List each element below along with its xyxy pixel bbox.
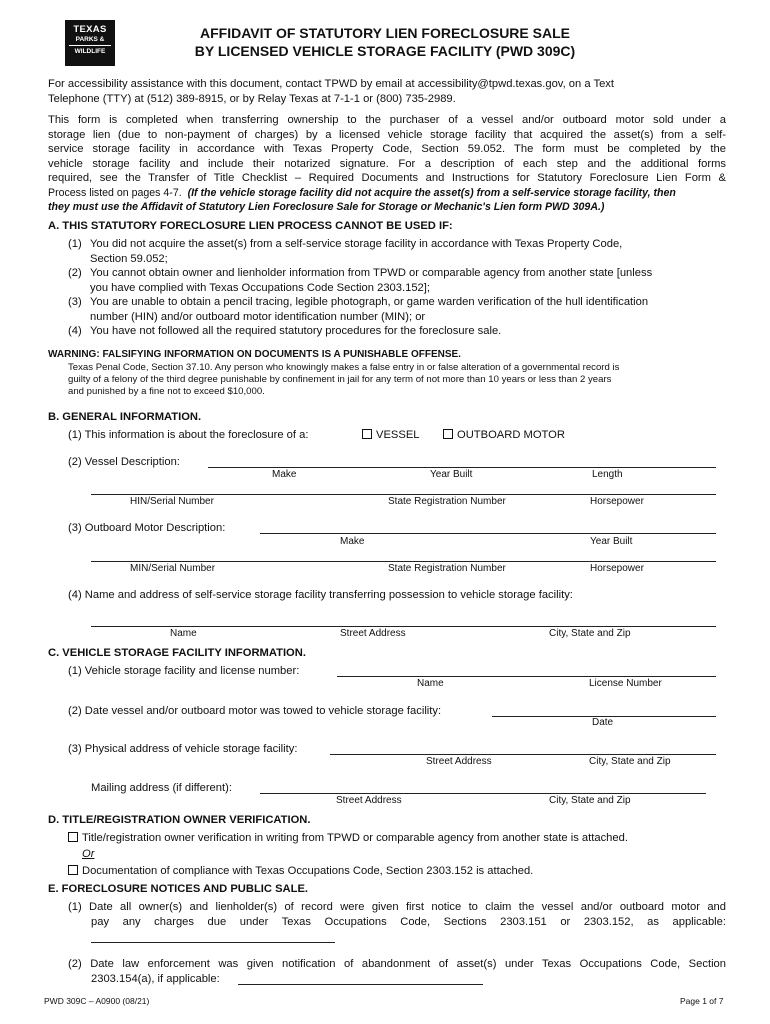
city-label: City, State and Zip [589,756,671,767]
list-item-cont: Section 59.052; [90,252,168,265]
accessibility-line-2: Telephone (TTY) at (512) 389-8915, or by Relay Texas at 7-1-1 or (800) 735-2989. [48,93,456,105]
street-label: Street Address [426,756,492,767]
city-label: City, State and Zip [549,628,631,639]
intro-line: Process listed on pages 4-7. [48,186,182,199]
d-option-2[interactable] [68,864,533,879]
motor-option-label: OUTBOARD MOTOR [457,429,565,441]
vessel-option-label: VESSEL [376,429,420,441]
vessel-option[interactable] [362,428,420,443]
list-number: (2) [68,267,82,279]
hin-label: HIN/Serial Number [130,496,214,507]
license-number-label: License Number [589,678,662,689]
motor-description-field[interactable] [260,533,716,534]
page-number: Page 1 of 7 [680,996,724,1006]
make-label: Make [340,536,365,547]
name-label: Name [170,628,197,639]
list-number: (1) [68,238,82,250]
accessibility-line-1: For accessibility assistance with this document, contact TPWD by email at accessibility@tpwd.texas.gov, on a Text [48,78,614,90]
logo-line-1: TEXAS [73,24,107,35]
intro-line: service storage facility in accordance with Texas Property Code, Section 59.052. The form must be completed by the [48,143,726,155]
name-label: Name [417,678,444,689]
intro-note: they must use the Affidavit of Statutory Lien Foreclosure Sale for Storage or Mechanic's Lien form PWD 309A.) [48,201,605,213]
make-label: Make [272,469,297,480]
warning-heading: WARNING: FALSIFYING INFORMATION ON DOCUMENTS IS A PUNISHABLE OFFENSE. [48,349,461,360]
state-reg-label: State Registration Number [388,496,506,507]
min-label: MIN/Serial Number [130,563,216,574]
checkbox-compliance-documentation[interactable] [68,865,78,875]
warning-text [68,362,728,398]
section-e-heading: E. FORECLOSURE NOTICES AND PUBLIC SALE. [48,883,309,895]
or-label: Or [82,848,95,860]
street-label: Street Address [340,628,406,639]
d-option-2-label: Documentation of compliance with Texas Occupations Code, Section 2303.152 is attached. [82,865,534,877]
law-enforcement-date-field[interactable] [238,984,483,985]
intro-paragraph [48,113,726,215]
intro-line: vehicle storage facility and include their notarized signature. For a description of each step and the additional forms [48,157,726,170]
c-q1-label: (1) Vehicle storage facility and license number: [68,665,300,677]
city-label: City, State and Zip [549,795,631,806]
length-label: Length [592,469,623,480]
list-item: You cannot obtain owner and lienholder information from TPWD or comparable agency from another state [unless [90,267,653,279]
list-item-cont: number (HIN) and/or outboard motor identification number (MIN); or [90,310,426,323]
mailing-address-label: Mailing address (if different): [91,782,232,794]
form-id: PWD 309C – A0900 (08/21) [44,996,150,1006]
section-a-heading: A. THIS STATUTORY FORECLOSURE LIEN PROCESS CANNOT BE USED IF: [48,220,453,232]
logo-line-3: WILDLIFE [69,45,111,56]
checkbox-outboard-motor[interactable] [443,429,453,439]
intro-line: storage lien (due to non-payment of charges) by a licensed vehicle storage facility that acquired the asset(s) from a self- [48,128,726,141]
list-item: You have not followed all the required statutory procedures for the foreclosure sale. [90,325,502,337]
e-q2-line-1: (2) Date law enforcement was given notification of abandonment of asset(s) under Texas Occupations Code, Section [68,958,726,970]
list-number: (3) [68,296,82,308]
b-q3-label: (3) Outboard Motor Description: [68,522,226,534]
motor-min-field[interactable] [91,561,716,562]
street-label: Street Address [336,795,402,806]
e-q2-line-2: 2303.154(a), if applicable: [91,973,220,985]
d-option-1[interactable] [68,831,628,846]
b-q2-label: (2) Vessel Description: [68,456,180,468]
horsepower-label: Horsepower [590,496,644,507]
self-storage-name-address-field[interactable] [91,626,716,627]
horsepower-label: Horsepower [590,563,644,574]
d-option-1-label: Title/registration owner verification in writing from TPWD or comparable agency from another state is attached. [82,832,628,844]
e-q1-line-1: (1) Date all owner(s) and lienholder(s) of record were given first notice to claim the vessel and/or outboard motor and [68,901,726,913]
year-built-label: Year Built [430,469,473,480]
c-q2-label: (2) Date vessel and/or outboard motor was towed to vehicle storage facility: [68,705,442,717]
physical-address-field[interactable] [330,754,716,755]
state-reg-label: State Registration Number [388,563,506,574]
b-q4-label: (4) Name and address of self-service storage facility transferring possession to vehicle storage facility: [68,589,573,601]
list-item: You did not acquire the asset(s) from a self-service storage facility in accordance with Texas Property Code, [90,238,623,250]
warning-line: and punished by a fine not to exceed $10,000. [68,386,265,397]
vessel-hin-field[interactable] [91,494,716,495]
section-b-heading: B. GENERAL INFORMATION. [48,411,202,423]
logo-line-2: PARKS & [75,36,105,43]
intro-line: This form is completed when transferring ownership to the purchaser of a vessel and/or outboard motor sold under a [48,114,726,126]
list-number: (4) [68,325,82,337]
year-built-label: Year Built [590,536,633,547]
list-item-cont: you have complied with Texas Occupations Code Section 2303.152]; [90,281,430,294]
checkbox-owner-verification[interactable] [68,832,78,842]
warning-line: guilty of a felony of the third degree punishable by confinement in jail for any term of not more than 10 years or less than 2 years [68,374,612,385]
mailing-address-field[interactable] [260,793,706,794]
intro-line: required, see the Transfer of Title Checklist – Required Documents and Instructions for Statutory Foreclosure Lien Form & [48,172,726,184]
date-label: Date [592,717,614,728]
section-a-list [68,237,726,339]
e-q1-line-2: pay any charges due under Texas Occupations Code, Sections 2303.151 or 2303.152, as applicable: [91,916,726,928]
form-title-line-1: AFFIDAVIT OF STATUTORY LIEN FORECLOSURE SALE [200,25,570,41]
list-item: You are unable to obtain a pencil tracing, legible photograph, or game warden verification of the hull identification [90,296,649,308]
first-notice-date-field[interactable] [91,942,335,943]
checkbox-vessel[interactable] [362,429,372,439]
facility-license-field[interactable] [337,676,716,677]
section-c-heading: C. VEHICLE STORAGE FACILITY INFORMATION. [48,647,306,659]
vessel-description-field[interactable] [208,467,716,468]
section-d-heading: D. TITLE/REGISTRATION OWNER VERIFICATION. [48,814,311,826]
intro-note: (If the vehicle storage facility did not acquire the asset(s) from a self-service storage facility, then [187,186,676,199]
motor-option[interactable] [443,428,565,443]
warning-line: Texas Penal Code, Section 37.10. Any person who knowingly makes a false entry in or false alteration of a governmental record is [68,362,620,373]
form-title-line-2: BY LICENSED VEHICLE STORAGE FACILITY (PWD 309C) [194,43,576,59]
c-q3-label: (3) Physical address of vehicle storage facility: [68,743,298,755]
b-q1-label: (1) This information is about the foreclosure of a: [68,429,309,441]
